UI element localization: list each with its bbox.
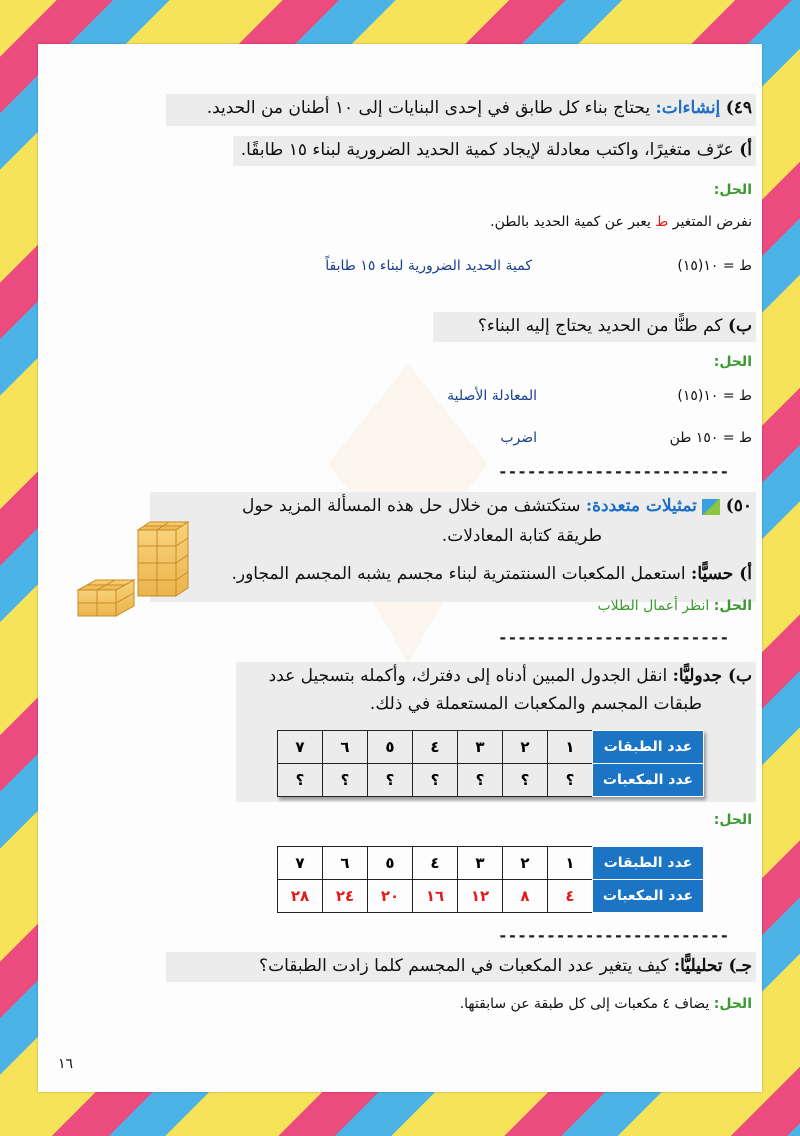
table-row bbox=[278, 880, 704, 913]
part-b50-text-1: انقل الجدول المبين أدناه إلى دفترك، وأكمله بتسجيل عدد bbox=[268, 666, 668, 686]
solution-label-b50: الحل: bbox=[713, 812, 752, 828]
table-header-cubes: عدد المكعبات bbox=[593, 880, 704, 913]
table-cell: ١٦ bbox=[413, 880, 458, 913]
variable-letter: ط bbox=[655, 214, 669, 230]
table-cell: ٦ bbox=[323, 731, 368, 764]
part-c50-text: كيف يتغير عدد المكعبات في المجسم كلما زادت الطبقات؟ bbox=[259, 956, 669, 976]
table-cell: ٤ bbox=[413, 847, 458, 880]
problem-topic-50: تمثيلات متعددة: bbox=[585, 496, 697, 516]
part-a-line bbox=[241, 140, 752, 160]
problem-number-50: ٥٠) bbox=[725, 496, 752, 516]
equation-1: ط = ١٠(١٥) bbox=[677, 258, 752, 274]
problem-text-50-1: ستكتشف من خلال حل هذه المسألة المزيد حول bbox=[241, 496, 581, 516]
question-table bbox=[277, 730, 704, 797]
page-sheet bbox=[38, 44, 762, 1092]
solution-label-a50: الحل: bbox=[713, 598, 752, 614]
equation-3-note: اضرب bbox=[500, 430, 537, 446]
solution-c50-text: يضاف ٤ مكعبات إلى كل طبقة عن سابقتها. bbox=[459, 996, 710, 1012]
table-header-layers: عدد الطبقات bbox=[593, 731, 704, 764]
table-cell: ٧ bbox=[278, 731, 323, 764]
table-row bbox=[278, 847, 704, 880]
equation-2: ط = ١٠(١٥) bbox=[677, 388, 752, 404]
table-cell: ؟ bbox=[503, 764, 548, 797]
part-b50-line bbox=[269, 666, 752, 686]
table-cell: ٣ bbox=[458, 847, 503, 880]
cubes-illustration bbox=[76, 518, 206, 622]
table-cell: ١٢ bbox=[458, 880, 503, 913]
part-a50-line bbox=[231, 564, 752, 584]
problem-50-line-2: طريقة كتابة المعادلات. bbox=[441, 526, 602, 546]
part-b-text: كم طنًّا من الحديد يحتاج إليه البناء؟ bbox=[477, 316, 723, 336]
part-a-text: عرّف متغيرًا، واكتب معادلة لإيجاد كمية الحديد الضرورية لبناء ١٥ طابقًا. bbox=[240, 140, 734, 160]
problem-text: يحتاج بناء كل طابق في إحدى البنايات إلى ١٠ أطنان من الحديد. bbox=[206, 98, 651, 118]
part-a50-text: استعمل المكعبات السنتمترية لبناء مجسم يشبه المجسم المجاور. bbox=[231, 564, 686, 584]
solution-label-b: الحل: bbox=[713, 354, 752, 370]
part-a-label: أ) bbox=[739, 140, 752, 160]
table-cell: ٢٤ bbox=[323, 880, 368, 913]
table-cell: ٢ bbox=[503, 847, 548, 880]
table-cell: ٨ bbox=[503, 880, 548, 913]
part-b50-label: ب) جدوليًّا: bbox=[672, 666, 752, 686]
part-c50-label: جـ) تحليليًّا: bbox=[673, 956, 752, 976]
solution-a50-text: انظر أعمال الطلاب bbox=[597, 598, 710, 614]
table-row bbox=[278, 764, 704, 797]
table-cell: ٢ bbox=[503, 731, 548, 764]
table-cell: ٢٠ bbox=[368, 880, 413, 913]
solution-label-c50: الحل: bbox=[713, 996, 752, 1012]
solution-c50-line bbox=[460, 996, 752, 1012]
equation-3: ط = ١٥٠ طن bbox=[669, 430, 752, 446]
assume-text-before: نفرض المتغير bbox=[672, 214, 752, 230]
problem-topic: إنشاءات: bbox=[655, 98, 721, 118]
table-cell: ٣ bbox=[458, 731, 503, 764]
table-cell: ٧ bbox=[278, 847, 323, 880]
solution-a50-line bbox=[597, 598, 752, 614]
page-number: ١٦ bbox=[58, 1056, 74, 1072]
assumption-line bbox=[490, 214, 752, 230]
divider-2: ------------------------ bbox=[498, 628, 730, 647]
problem-number: ٤٩) bbox=[725, 98, 752, 118]
equation-2-note: المعادلة الأصلية bbox=[447, 388, 537, 404]
problem-50-line bbox=[242, 496, 752, 516]
table-cell: ؟ bbox=[368, 764, 413, 797]
table-header-layers: عدد الطبقات bbox=[593, 847, 704, 880]
table-cell: ١ bbox=[548, 847, 593, 880]
problem-49-line bbox=[207, 98, 752, 118]
table-header-cubes: عدد المكعبات bbox=[593, 764, 704, 797]
part-b50-line-2: طبقات المجسم والمكعبات المستعملة في ذلك. bbox=[369, 694, 702, 714]
table-cell: ؟ bbox=[323, 764, 368, 797]
part-b-label: ب) bbox=[727, 316, 752, 336]
table-cell: ٤ bbox=[548, 880, 593, 913]
part-a50-label: أ) حسيًّا: bbox=[691, 564, 752, 584]
divider-3: ------------------------ bbox=[498, 926, 730, 945]
equation-1-note: كمية الحديد الضرورية لبناء ١٥ طابقاً bbox=[325, 258, 532, 274]
table-cell: ٤ bbox=[413, 731, 458, 764]
table-row bbox=[278, 731, 704, 764]
solution-label: الحل: bbox=[713, 182, 752, 198]
assume-text-after: يعبر عن كمية الحديد بالطن. bbox=[490, 214, 651, 230]
table-cell: ٢٨ bbox=[278, 880, 323, 913]
divider-1: ------------------------ bbox=[498, 462, 730, 481]
part-b-line bbox=[478, 316, 752, 336]
table-cell: ٥ bbox=[368, 731, 413, 764]
table-cell: ٥ bbox=[368, 847, 413, 880]
table-cell: ؟ bbox=[548, 764, 593, 797]
table-cell: ١ bbox=[548, 731, 593, 764]
answer-table bbox=[277, 846, 704, 913]
table-cell: ؟ bbox=[278, 764, 323, 797]
multiple-representations-icon bbox=[702, 499, 720, 515]
part-c50-line bbox=[259, 956, 752, 976]
table-cell: ؟ bbox=[413, 764, 458, 797]
table-cell: ؟ bbox=[458, 764, 503, 797]
table-cell: ٦ bbox=[323, 847, 368, 880]
